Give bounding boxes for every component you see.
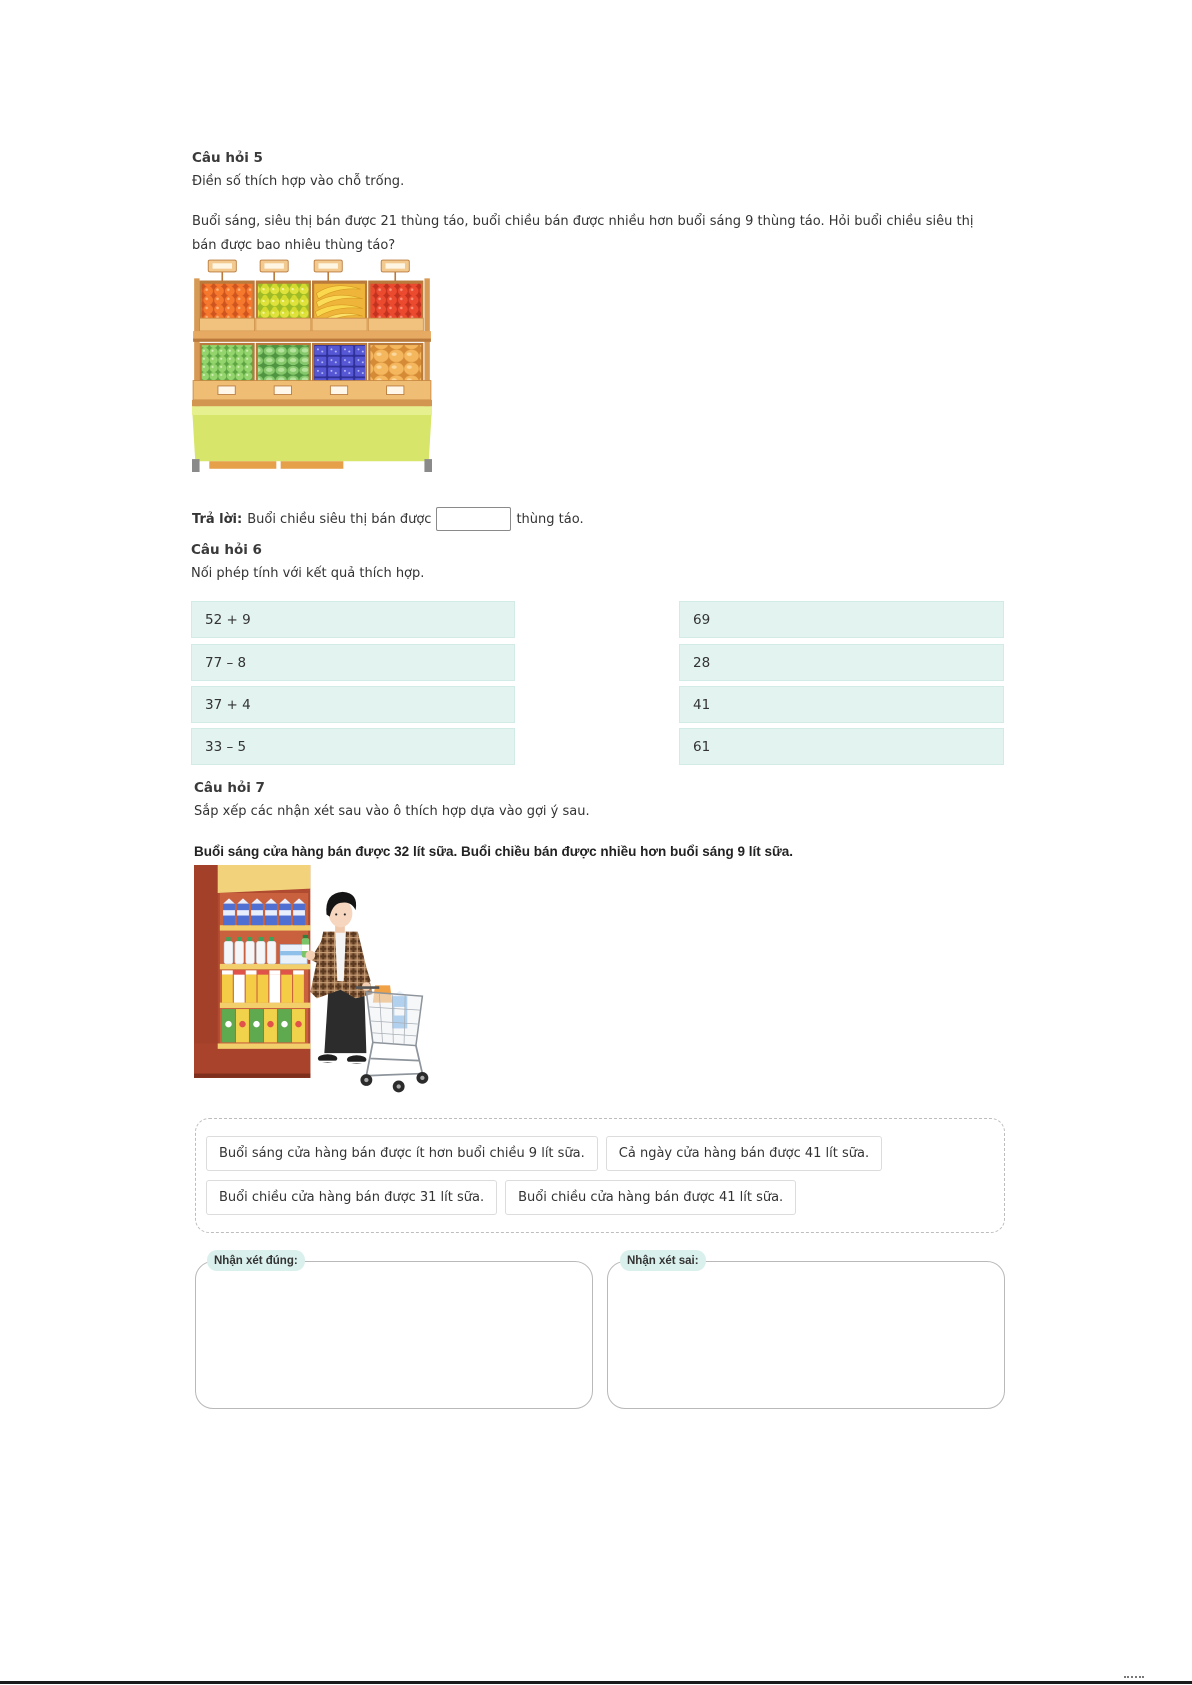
match-left-item[interactable]: 33 – 5 bbox=[191, 728, 515, 765]
statement-chip[interactable]: Buổi chiều cửa hàng bán được 41 lít sữa. bbox=[505, 1180, 796, 1215]
match-right-item[interactable]: 41 bbox=[679, 686, 1004, 723]
answer-prefix: Buổi chiều siêu thị bán được bbox=[247, 511, 432, 527]
orange-crate bbox=[202, 284, 253, 323]
answer-input[interactable] bbox=[436, 507, 511, 531]
question-5-problem: Buổi sáng, siêu thị bán được 21 thùng táo, buổi chiều bán được nhiều hơn buổi sáng 9 thùng táo. Hỏi buổi chiều siêu thị bán được bao nhiêu thùng táo? bbox=[192, 214, 974, 253]
top-shelf-crates bbox=[193, 281, 431, 342]
match-right-item[interactable]: 61 bbox=[679, 728, 1004, 765]
jars bbox=[222, 970, 304, 1002]
correct-statements-label: Nhận xét đúng: bbox=[207, 1250, 305, 1271]
bottom-shelf-crates bbox=[192, 343, 432, 406]
grape-crate bbox=[202, 345, 253, 382]
stand-base bbox=[192, 406, 432, 472]
answer-suffix: thùng táo. bbox=[516, 511, 584, 527]
greens-crate bbox=[258, 345, 309, 382]
shopper bbox=[302, 892, 373, 1064]
statement-row bbox=[206, 1180, 796, 1215]
question-6-title: Câu hỏi 6 bbox=[191, 542, 262, 558]
statement-pool[interactable] bbox=[195, 1118, 1005, 1233]
match-left-item[interactable]: 77 – 8 bbox=[191, 644, 515, 681]
wrong-statements-dropzone[interactable] bbox=[607, 1261, 1005, 1409]
correct-statements-dropzone[interactable] bbox=[195, 1261, 593, 1409]
statement-chip[interactable]: Buổi sáng cửa hàng bán được ít hơn buổi chiều 9 lít sữa. bbox=[206, 1136, 598, 1171]
tomato-crate bbox=[370, 284, 421, 323]
question-7-hint: Buổi sáng cửa hàng bán được 32 lít sữa. Buổi chiều bán được nhiều hơn buổi sáng 9 lít sữa. bbox=[194, 844, 794, 859]
match-left-item[interactable]: 52 + 9 bbox=[191, 601, 515, 638]
answer-label: Trả lời: bbox=[192, 511, 243, 527]
berry-boxes-crate bbox=[314, 345, 365, 382]
question-6-instruction: Nối phép tính với kết quả thích hợp. bbox=[191, 566, 425, 581]
statement-chip[interactable]: Buổi chiều cửa hàng bán được 31 lít sữa. bbox=[206, 1180, 497, 1215]
page-bottom-rule bbox=[0, 1681, 1192, 1684]
match-right-item[interactable]: 69 bbox=[679, 601, 1004, 638]
shopper-illustration bbox=[194, 865, 431, 1094]
banana-crate bbox=[314, 284, 365, 323]
statement-chip[interactable]: Cả ngày cửa hàng bán được 41 lít sữa. bbox=[606, 1136, 882, 1171]
question-5-answer-row bbox=[192, 507, 584, 531]
shopping-cart bbox=[356, 985, 429, 1092]
pear-crate bbox=[258, 284, 309, 323]
match-left-item[interactable]: 37 + 4 bbox=[191, 686, 515, 723]
question-7-instruction: Sắp xếp các nhận xét sau vào ô thích hợp dựa vào gợi ý sau. bbox=[194, 804, 590, 819]
question-5-instruction: Điền số thích hợp vào chỗ trống. bbox=[192, 174, 405, 189]
wrong-statements-label: Nhận xét sai: bbox=[620, 1250, 706, 1271]
match-right-item[interactable]: 28 bbox=[679, 644, 1004, 681]
melon-crate bbox=[370, 345, 421, 382]
fruit-stand-illustration bbox=[192, 259, 432, 472]
question-7-title: Câu hỏi 7 bbox=[194, 780, 265, 796]
statement-row bbox=[206, 1136, 882, 1171]
question-5-title: Câu hỏi 5 bbox=[192, 150, 263, 166]
page-corner-mark bbox=[1124, 1676, 1144, 1678]
